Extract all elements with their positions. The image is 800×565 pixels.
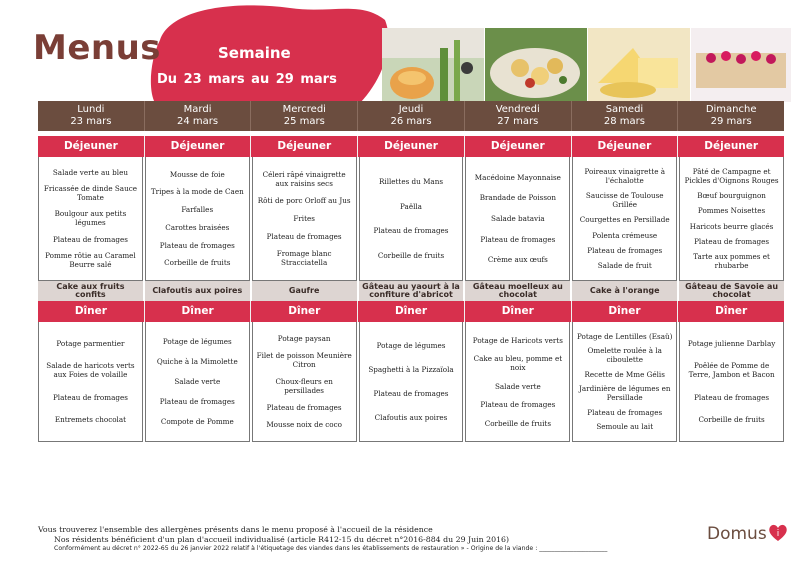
- menu-item: Fromage blanc Stracciatella: [276, 249, 332, 268]
- dinner-row: [38, 322, 784, 442]
- menu-item: Mousse de foie: [169, 169, 225, 179]
- day-name: Samedi: [605, 104, 644, 115]
- lunch-column: [252, 157, 357, 281]
- food-photo-tortellini: [485, 28, 587, 102]
- menu-item: Salade de haricots verts aux Foies de volaille: [46, 361, 135, 380]
- dinner-column: [38, 322, 143, 442]
- menu-item: Crème aux œufs: [487, 255, 548, 265]
- days-header-row: [38, 101, 784, 131]
- menu-item: Tripes à la mode de Caen: [150, 187, 244, 197]
- dinner-label: Dîner: [251, 301, 358, 322]
- day-date: 23 mars: [70, 116, 112, 127]
- day-date: 29 mars: [710, 116, 752, 127]
- menu-item: Recette de Mme Gélis: [584, 369, 665, 379]
- menu-item: Tarte aux pommes et rhubarbe: [693, 251, 770, 270]
- day-header: [465, 101, 572, 131]
- menu-item: Poêlée de Pomme de Terre, Jambon et Bacon: [688, 361, 775, 380]
- menu-item: Corbeille de fruits: [484, 418, 552, 428]
- day-header: [678, 101, 784, 131]
- menu-item: Corbeille de fruits: [698, 414, 765, 424]
- week-label: Semaine: [218, 44, 291, 62]
- menu-item: Boulgour aux petits légumes: [54, 209, 127, 228]
- day-header: [358, 101, 465, 131]
- menu-item: Rôti de porc Orloff au Jus: [257, 196, 351, 206]
- menu-item: Plateau de fromages: [480, 400, 556, 409]
- dinner-label: Dîner: [38, 301, 145, 322]
- menu-item: Potage de légumes: [162, 337, 232, 346]
- lunch-label: Déjeuner: [251, 136, 358, 157]
- day-date: 24 mars: [177, 116, 219, 127]
- menu-item: Potage de Haricots verts: [472, 335, 563, 345]
- day-name: Mercredi: [282, 104, 326, 115]
- menu-item: Semoule au lait: [596, 422, 654, 432]
- lunch-label: Déjeuner: [572, 136, 679, 157]
- lunch-column: [145, 157, 250, 281]
- menu-item: Potage de Lentilles (Esaü): [577, 331, 673, 341]
- lunch-header-row: [38, 136, 784, 157]
- menu-item: Paëlla: [400, 201, 422, 211]
- dinner-label: Dîner: [358, 301, 465, 322]
- day-name: Vendredi: [495, 104, 540, 115]
- menu-item: Pomme rôtie au Caramel Beurre salé: [45, 250, 136, 269]
- accueil-notice: Nos résidents bénéficient d'un plan d'accueil individualisé (article R412-15 du décret n°2016-884 du 29 Juin 2016): [54, 535, 510, 544]
- dinner-column: [359, 322, 464, 442]
- page-title: Menus: [33, 28, 162, 68]
- dinner-header-row: [38, 301, 784, 322]
- menu-item: Corbeille de fruits: [164, 258, 231, 268]
- menu-item: Polenta crémeuse: [592, 230, 658, 240]
- menu-item: Plateau de fromages: [266, 403, 342, 412]
- day-header: [38, 101, 145, 131]
- menu-item: Compote de Pomme: [160, 417, 234, 426]
- dessert-row: [38, 281, 784, 301]
- dinner-label: Dîner: [465, 301, 572, 322]
- day-name: Lundi: [77, 104, 105, 115]
- menu-item: Cake au bleu, pomme et noix: [473, 354, 563, 372]
- food-photo-verrine: [382, 28, 484, 102]
- menu-item: Jardinière de légumes en Persillade: [578, 384, 671, 403]
- day-name: Jeudi: [398, 104, 424, 115]
- dessert-cell: Gâteau au yaourt à la confiture d'abricot: [359, 281, 466, 301]
- menu-item: Corbeille de fruits: [377, 251, 445, 261]
- menu-item: Haricots beurre glacés: [689, 221, 774, 231]
- menu-item: Spaghetti à la Pizzaïola: [368, 365, 454, 374]
- menu-item: Plateau de fromages: [694, 392, 770, 402]
- lunch-label: Déjeuner: [358, 136, 465, 157]
- menu-item: Pommes Noisettes: [697, 206, 766, 216]
- dessert-cell: Gâteau moelleux au chocolat: [465, 281, 572, 301]
- menu-item: Choux-fleurs en persillades: [275, 377, 333, 395]
- lunch-column: [679, 157, 784, 281]
- dessert-cell: Clafoutis aux poires: [145, 281, 252, 301]
- lunch-label: Déjeuner: [145, 136, 252, 157]
- menu-item: Potage julienne Darblay: [687, 339, 776, 349]
- day-date: 25 mars: [283, 116, 325, 127]
- menu-item: Clafoutis aux poires: [374, 413, 448, 422]
- menu-item: Bœuf bourguignon: [697, 191, 766, 201]
- menu-item: Plateau de fromages: [373, 226, 449, 236]
- menu-item: Entremets chocolat: [54, 414, 127, 424]
- menu-item: Filet de poisson Meunière Citron: [256, 351, 352, 369]
- menu-item: Farfalles: [181, 205, 214, 215]
- menu-item: Plateau de fromages: [159, 397, 235, 406]
- menu-grid: [38, 101, 784, 442]
- day-name: Mardi: [183, 104, 212, 115]
- lunch-column: [465, 157, 570, 281]
- day-header: [145, 101, 252, 131]
- menu-item: Salade batavia: [491, 213, 545, 223]
- menu-item: Plateau de fromages: [587, 245, 663, 255]
- menu-item: Plateau de fromages: [694, 236, 770, 246]
- allergen-notice: Vous trouverez l'ensemble des allergènes présents dans le menu proposé à l'accueil de la résidence: [38, 525, 433, 534]
- menu-item: Plateau de fromages: [373, 389, 449, 398]
- menu-item: Mousse noix de coco: [266, 420, 342, 429]
- menu-item: Plateau de fromages: [266, 231, 342, 241]
- day-header: [572, 101, 679, 131]
- menu-item: Salade verte au bleu: [52, 168, 128, 178]
- menu-item: Carottes braisées: [165, 222, 230, 232]
- menu-item: Quiche à la Mimolette: [156, 357, 238, 366]
- dinner-label: Dîner: [715, 305, 748, 317]
- menu-item: Frites: [293, 213, 315, 223]
- meat-origin-notice: Conformément au décret n° 2022-65 du 26 janvier 2022 relatif à l'étiquetage des viandes dans les établissements de restauration » - Origine de la viande : ______________________: [54, 545, 608, 552]
- menu-item: Potage parmentier: [56, 339, 125, 349]
- menu-item: Fricassée de dinde Sauce Tomate: [43, 184, 137, 203]
- day-header: [251, 101, 358, 131]
- lunch-column: [359, 157, 464, 281]
- dessert-cell: Gaufre: [252, 281, 359, 301]
- menu-item: Rillettes du Mans: [378, 176, 444, 186]
- domusvi-logo: Domus: [707, 524, 767, 544]
- dessert-cell: Cake à l'orange: [572, 281, 679, 301]
- dinner-column: [145, 322, 250, 442]
- lunch-column: [38, 157, 143, 281]
- menu-item: Omelette roulée à la ciboulette: [587, 346, 662, 365]
- lunch-label: Déjeuner: [38, 136, 145, 157]
- menu-item: Salade verte: [494, 381, 541, 391]
- lunch-row: [38, 157, 784, 281]
- menu-item: Plateau de fromages: [159, 240, 235, 250]
- day-name: Dimanche: [705, 104, 757, 115]
- menu-item: Potage paysan: [277, 334, 331, 343]
- menu-item: Céleri râpé vinaigrette aux raisins secs: [262, 169, 346, 188]
- menu-item: Plateau de fromages: [52, 392, 128, 402]
- menu-item: Salade de fruit: [597, 260, 652, 270]
- menu-item: Saucisse de Toulouse Grillée: [585, 191, 664, 210]
- menu-item: Plateau de fromages: [587, 407, 663, 417]
- dinner-column: [572, 322, 677, 442]
- menu-item: Poireaux vinaigrette à l'échalotte: [584, 167, 666, 186]
- svg-text:i: i: [776, 529, 780, 539]
- dinner-column: [465, 322, 570, 442]
- lunch-column: [572, 157, 677, 281]
- dinner-column: [679, 322, 784, 442]
- lunch-label: Déjeuner: [465, 136, 572, 157]
- day-date: 28 mars: [603, 116, 645, 127]
- lunch-label: Déjeuner: [704, 140, 759, 152]
- dessert-cell: Cake aux fruits confits: [38, 281, 145, 301]
- date-range: Du 23 mars au 29 mars: [157, 72, 337, 87]
- food-photo-cheese: [588, 28, 690, 102]
- menu-item: Pâté de Campagne et Pickles d'Oignons Rouges: [684, 167, 779, 186]
- menu-item: Brandade de Poisson: [479, 193, 557, 203]
- menu-item: Salade verte: [174, 377, 221, 386]
- dessert-cell: Gâteau de Savoie au chocolat: [685, 281, 779, 299]
- day-date: 27 mars: [497, 116, 539, 127]
- food-photo-raspberry-tart: [691, 28, 791, 102]
- dinner-column: [252, 322, 357, 442]
- day-date: 26 mars: [390, 116, 432, 127]
- menu-item: Plateau de fromages: [480, 234, 556, 244]
- menu-item: Courgettes en Persillade: [579, 215, 670, 225]
- logo-heart-icon: [768, 523, 788, 543]
- dinner-label: Dîner: [145, 301, 252, 322]
- menu-item: Plateau de fromages: [52, 234, 128, 244]
- menu-item: Macédoine Mayonnaise: [474, 172, 561, 182]
- dinner-label: Dîner: [572, 301, 679, 322]
- menu-item: Potage de légumes: [376, 341, 446, 350]
